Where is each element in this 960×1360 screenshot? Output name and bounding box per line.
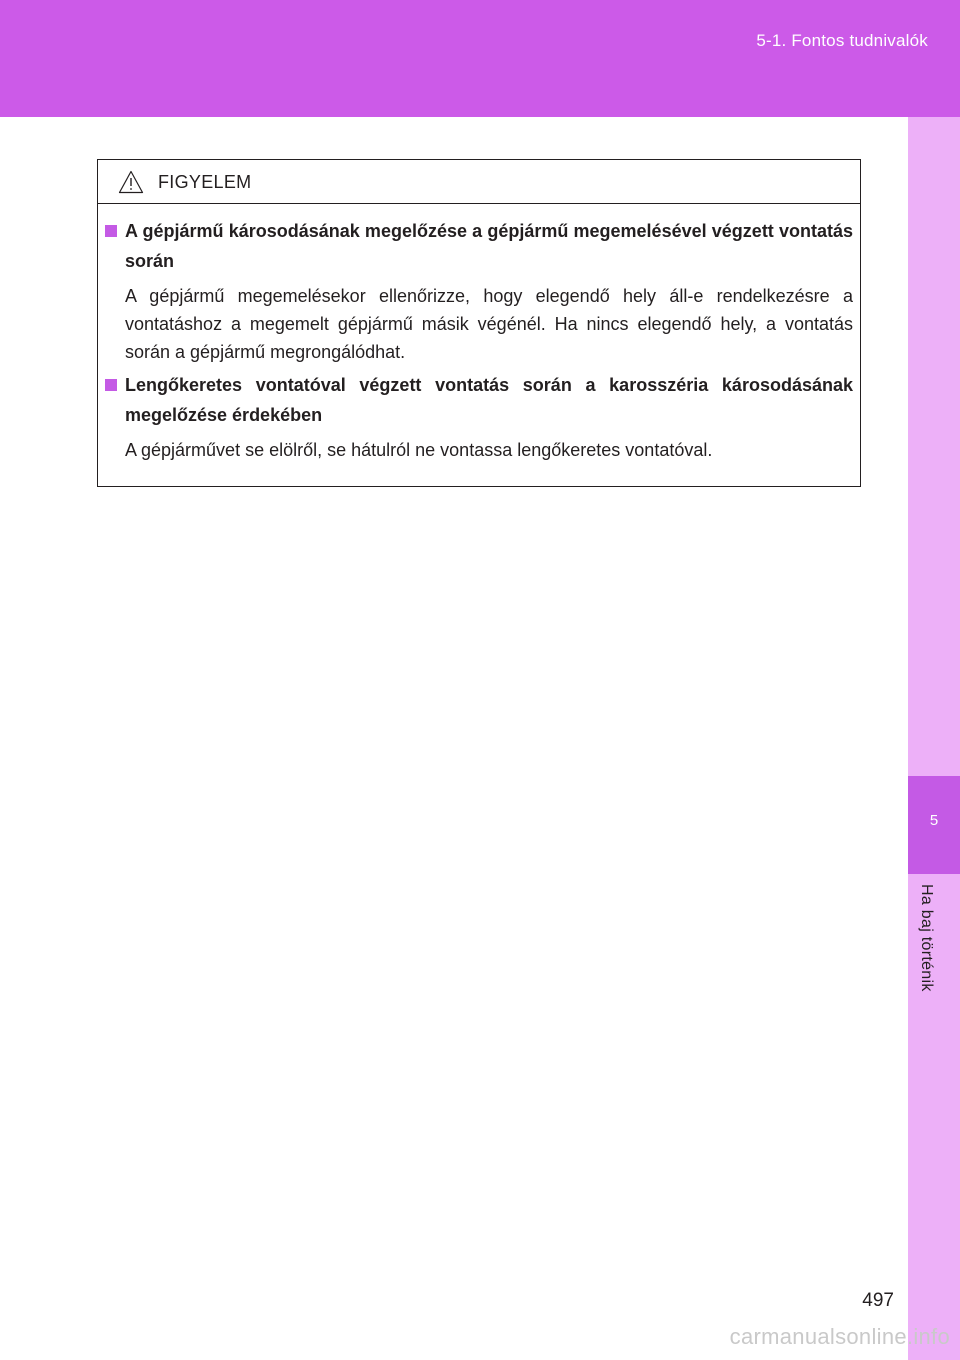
warning-item-heading bbox=[125, 370, 853, 430]
chapter-label: Ha baj történik bbox=[918, 884, 935, 992]
warning-item-body: A gépjármű megemelésekor ellenőrizze, hogy elegendő hely áll-e rendelkezésre a vontatáshoz a megemelt gépjármű másik végénél. Ha nincs elegendő hely, a vontatás során a gépjármű megrongálódhat. bbox=[125, 286, 853, 362]
warning-item-heading-text: Lengőkeretes vontatóval végzett vontatás során a karosszéria károsodásának megelőzése érdekében bbox=[125, 375, 853, 425]
chapter-number: 5 bbox=[929, 812, 939, 829]
page-number: 497 bbox=[862, 1290, 894, 1311]
warning-header bbox=[98, 160, 860, 204]
warning-item-heading-text: A gépjármű károsodásának megelőzése a gépjármű megemelésével végzett vontatás során bbox=[125, 221, 853, 271]
warning-item-heading bbox=[125, 216, 853, 276]
bullet-square-icon bbox=[105, 379, 117, 391]
warning-box bbox=[97, 159, 861, 487]
bullet-square-icon bbox=[105, 225, 117, 237]
section-title: 5-1. Fontos tudnivalók bbox=[756, 31, 928, 50]
warning-triangle-icon bbox=[118, 170, 144, 194]
warning-item-body: A gépjárművet se elölről, se hátulról ne vontassa lengőkeretes vontatóval. bbox=[125, 440, 713, 460]
warning-title: FIGYELEM bbox=[158, 172, 252, 192]
side-tab bbox=[908, 117, 960, 1360]
watermark: carmanualsonline.info bbox=[729, 1324, 950, 1349]
header-band bbox=[0, 0, 960, 117]
